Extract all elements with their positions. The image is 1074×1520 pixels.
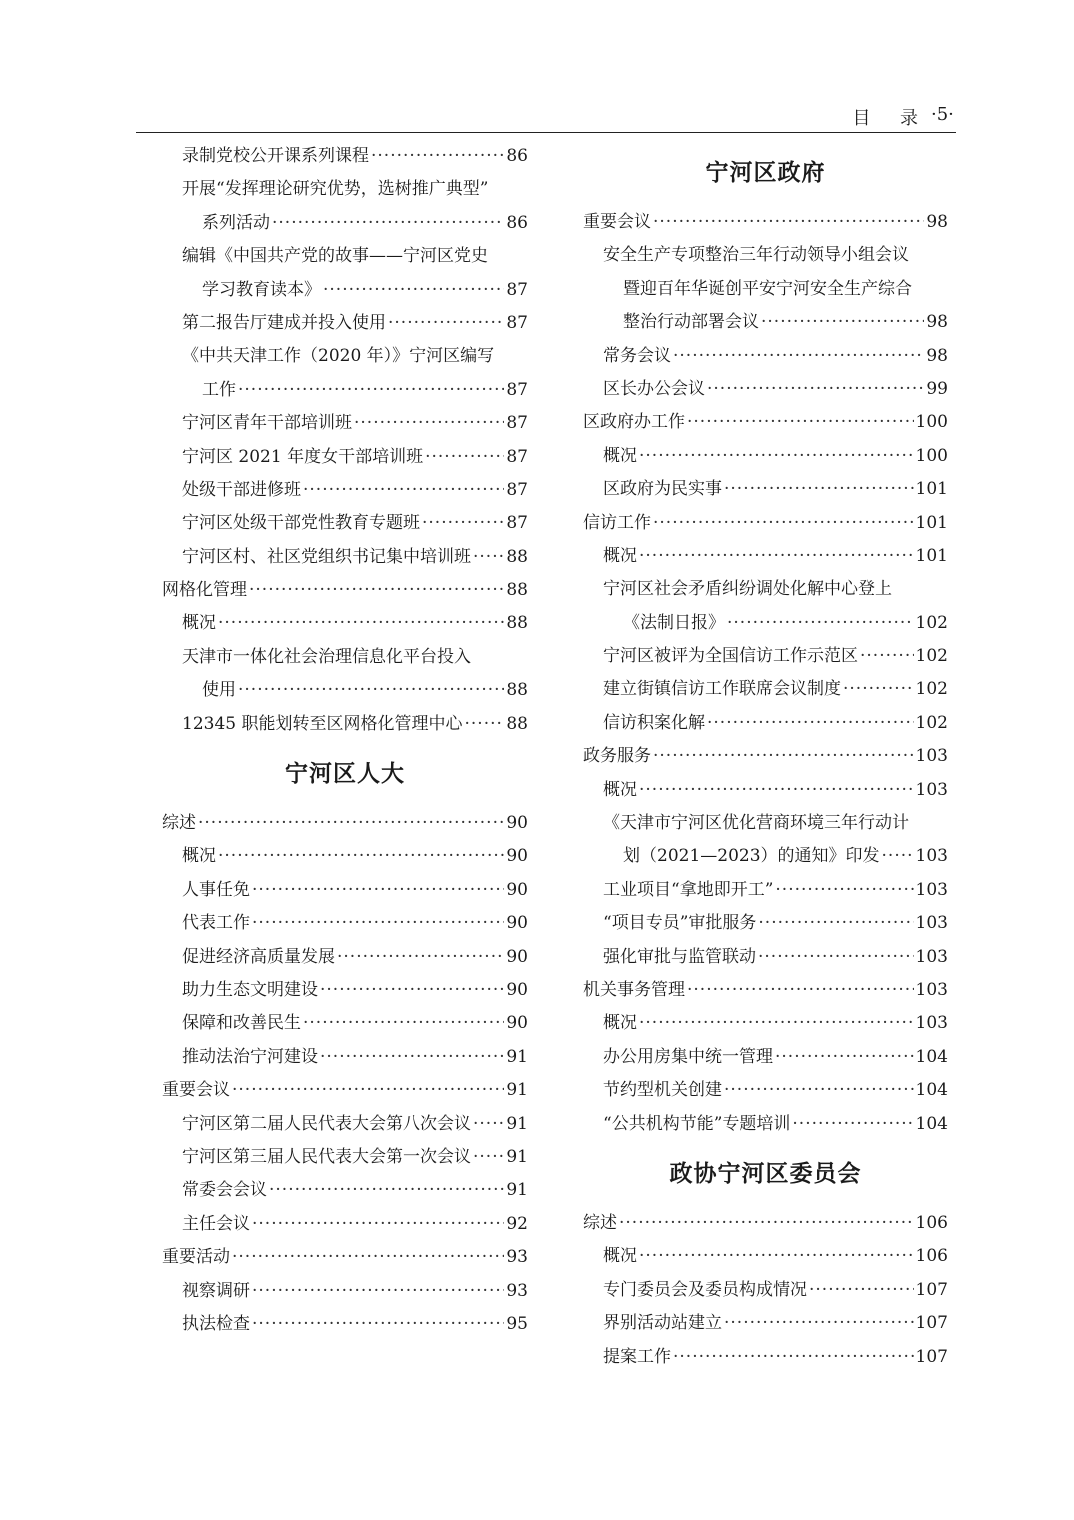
- toc-entry: [162, 1007, 528, 1040]
- toc-entry-continued: [162, 173, 528, 206]
- toc-entry-title: 区政府办工作: [583, 412, 685, 433]
- toc-entry: [583, 1274, 948, 1307]
- section-heading: 宁河区政府: [705, 160, 826, 186]
- toc-entry-title: 概况: [603, 779, 637, 800]
- toc-entry-title: 处级干部进修班: [182, 479, 301, 500]
- dot-leader: [775, 1041, 914, 1074]
- toc-entry-title: 暨迎百年华诞创平安宁河安全生产综合: [623, 278, 912, 299]
- toc-entry-title: 界别活动站建立: [603, 1313, 722, 1334]
- toc-entry-title: “项目专员”审批服务: [603, 913, 757, 934]
- dot-leader: [303, 474, 504, 507]
- dot-leader: [707, 707, 914, 740]
- toc-entry: [162, 1275, 528, 1308]
- toc-entry-title: 综述: [583, 1212, 617, 1233]
- toc-entry-title: 宁河区第二届人民代表大会第八次会议: [182, 1113, 471, 1134]
- dot-leader: [653, 740, 914, 773]
- toc-entry-title: 使用: [202, 680, 236, 701]
- toc-entry: [583, 340, 948, 373]
- dot-leader: [707, 373, 924, 406]
- toc-entry: [583, 1007, 948, 1040]
- toc-entry-title: 强化审批与监管联动: [603, 946, 756, 967]
- toc-entry-page: 103: [915, 946, 948, 967]
- dot-leader: [272, 207, 504, 240]
- toc-entry-title: 政务服务: [583, 746, 651, 767]
- toc-entry: [162, 1241, 528, 1274]
- toc-entry-page: 87: [506, 413, 528, 434]
- toc-entry-title: 编辑《中国共产党的故事——宁河区党史: [182, 246, 488, 267]
- toc-entry: [583, 473, 948, 506]
- dot-leader: [724, 1074, 914, 1107]
- dot-leader: [238, 674, 504, 707]
- toc-entry-title: 宁河区青年干部培训班: [182, 413, 352, 434]
- toc-entry-title: 节约型机关创建: [603, 1080, 722, 1101]
- toc-entry-title: 人事任免: [182, 879, 250, 900]
- toc-entry: [162, 1174, 528, 1207]
- toc-entry-page: 90: [506, 1013, 528, 1034]
- toc-entry-title: 学习教育读本》: [202, 279, 321, 300]
- toc-entry-page: 103: [915, 879, 948, 900]
- toc-entry-page: 103: [915, 746, 948, 767]
- dot-leader: [724, 1307, 914, 1340]
- toc-entry: [583, 206, 948, 239]
- toc-entry-title: 主任会议: [182, 1213, 250, 1234]
- toc-entry: [162, 374, 528, 407]
- toc-entry-page: 102: [915, 679, 948, 700]
- toc-entry: [583, 874, 948, 907]
- page-header: [0, 100, 1074, 130]
- toc-entry-continued: [162, 240, 528, 273]
- toc-entry: [162, 907, 528, 940]
- toc-entry-page: 103: [915, 1013, 948, 1034]
- toc-entry-title: 宁河区被评为全国信访工作示范区: [603, 646, 858, 667]
- toc-entry-page: 103: [915, 979, 948, 1000]
- toc-entry-title: 概况: [182, 846, 216, 867]
- toc-entry: [583, 774, 948, 807]
- toc-column-left: [162, 140, 528, 1341]
- header-title: 目 录: [852, 108, 924, 129]
- dot-leader: [673, 1341, 914, 1374]
- toc-entry-page: 103: [915, 846, 948, 867]
- toc-entry-title: 重要会议: [162, 1080, 230, 1101]
- dot-leader: [724, 473, 914, 506]
- toc-entry-title: 网格化管理: [162, 580, 247, 601]
- toc-entry-page: 99: [926, 378, 948, 399]
- toc-entry-title: 建立街镇信访工作联席会议制度: [603, 679, 841, 700]
- toc-entry: [583, 974, 948, 1007]
- dot-leader: [425, 441, 504, 474]
- dot-leader: [249, 574, 504, 607]
- toc-entry: [583, 1074, 948, 1107]
- toc-entry-title: 《中共天津工作（2020 年）》宁河区编写: [182, 346, 495, 367]
- toc-entry: [162, 941, 528, 974]
- toc-entry-page: 104: [915, 1046, 948, 1067]
- dot-leader: [619, 1207, 914, 1240]
- toc-entry: [162, 307, 528, 340]
- toc-entry-title: 宁河区村、社区党组织书记集中培训班: [182, 546, 471, 567]
- toc-entry-page: 102: [915, 712, 948, 733]
- toc-entry-title: 概况: [603, 1013, 637, 1034]
- toc-entry-page: 86: [506, 212, 528, 233]
- toc-entry-page: 98: [926, 312, 948, 333]
- toc-entry: [162, 1208, 528, 1241]
- dot-leader: [320, 974, 504, 1007]
- dot-leader: [252, 1275, 504, 1308]
- toc-entry-title: 概况: [603, 545, 637, 566]
- dot-leader: [758, 907, 913, 940]
- section-heading: 宁河区人大: [285, 761, 405, 788]
- toc-entry-title: 助力生态文明建设: [182, 979, 318, 1000]
- toc-entry-page: 101: [915, 479, 948, 500]
- toc-entry-page: 88: [506, 680, 528, 701]
- toc-entry-page: 91: [506, 1113, 528, 1134]
- toc-entry-title: 录制党校公开课系列课程: [182, 146, 369, 166]
- toc-entry-page: 87: [506, 279, 528, 300]
- toc-entry-page: 87: [506, 479, 528, 500]
- toc-entry-page: 98: [926, 212, 948, 232]
- dot-leader: [388, 307, 504, 340]
- toc-entry: [583, 907, 948, 940]
- toc-entry-page: 93: [506, 1247, 528, 1268]
- toc-entry-title: 天津市一体化社会治理信息化平台投入: [182, 646, 471, 667]
- toc-entry-page: 88: [506, 613, 528, 634]
- toc-entry: [162, 1041, 528, 1074]
- toc-entry-title: 开展“发挥理论研究优势，选树推广典型”: [182, 179, 489, 200]
- toc-entry-title: 区政府为民实事: [603, 479, 722, 500]
- toc-entry: [162, 840, 528, 873]
- dot-leader: [653, 206, 924, 239]
- dot-leader: [843, 673, 914, 706]
- toc-entry-page: 92: [506, 1213, 528, 1234]
- toc-entry-page: 107: [915, 1346, 948, 1367]
- dot-leader: [653, 507, 914, 540]
- toc-entry-title: 常务会议: [603, 345, 671, 366]
- toc-entry: [162, 1108, 528, 1141]
- dot-leader: [473, 1141, 504, 1174]
- dot-leader: [371, 140, 504, 173]
- toc-entry: [583, 607, 948, 640]
- toc-entry: [162, 1308, 528, 1341]
- toc-entry-continued: [583, 807, 948, 840]
- dot-leader: [639, 1240, 914, 1273]
- dot-leader: [761, 306, 924, 339]
- toc-entry-title: 概况: [603, 445, 637, 466]
- dot-leader: [687, 974, 914, 1007]
- dot-leader: [639, 1007, 914, 1040]
- toc-entry-continued: [583, 239, 948, 272]
- toc-entry-page: 90: [506, 813, 528, 834]
- dot-leader: [198, 807, 504, 840]
- toc-entry-title: 信访积案化解: [603, 712, 705, 733]
- toc-entry: [162, 207, 528, 240]
- toc-entry-page: 87: [506, 312, 528, 333]
- toc-entry-title: 专门委员会及委员构成情况: [603, 1279, 807, 1300]
- dot-leader: [320, 1041, 504, 1074]
- toc-entry: [583, 707, 948, 740]
- toc-entry: [583, 1041, 948, 1074]
- toc-column-right: [583, 140, 948, 1374]
- dot-leader: [639, 774, 914, 807]
- dot-leader: [337, 941, 504, 974]
- toc-entry-title: 概况: [603, 1246, 637, 1267]
- toc-entry-page: 102: [915, 646, 948, 667]
- toc-entry-title: 工作: [202, 379, 236, 400]
- toc-entry-page: 93: [506, 1280, 528, 1301]
- dot-leader: [323, 274, 504, 307]
- dot-leader: [422, 507, 504, 540]
- toc-entry-title: 推动法治宁河建设: [182, 1046, 318, 1067]
- toc-entry-page: 104: [915, 1080, 948, 1101]
- dot-leader: [473, 541, 504, 574]
- toc-entry-page: 98: [926, 345, 948, 366]
- toc-entry-page: 101: [915, 512, 948, 533]
- dot-leader: [639, 440, 914, 473]
- toc-entry-title: 系列活动: [202, 212, 270, 233]
- toc-entry-page: 100: [915, 445, 948, 466]
- toc-entry-page: 90: [506, 879, 528, 900]
- dot-leader: [252, 874, 504, 907]
- toc-entry-title: 区长办公会议: [603, 378, 705, 399]
- toc-entry: [583, 1341, 948, 1374]
- toc-entry: [162, 1074, 528, 1107]
- dot-leader: [860, 640, 914, 673]
- dot-leader: [218, 607, 504, 640]
- toc-entry: [583, 540, 948, 573]
- toc-entry-page: 91: [506, 1146, 528, 1167]
- section-heading: 政协宁河区委员会: [669, 1160, 862, 1187]
- toc-entry-title: 划（2021—2023）的通知》印发: [623, 846, 880, 867]
- toc-entry-page: 91: [506, 1180, 528, 1201]
- dot-leader: [218, 840, 504, 873]
- toc-entry-title: 代表工作: [182, 913, 250, 934]
- toc-entry: [162, 407, 528, 440]
- toc-entry-page: 91: [506, 1046, 528, 1067]
- toc-entry-page: 106: [915, 1246, 948, 1267]
- toc-entry-title: 促进经济高质量发展: [182, 946, 335, 967]
- toc-entry-continued: [583, 573, 948, 606]
- toc-entry-title: 重要会议: [583, 212, 651, 232]
- toc-entry: [583, 740, 948, 773]
- toc-entry: [162, 541, 528, 574]
- toc-entry-title: 宁河区社会矛盾纠纷调处化解中心登上: [603, 579, 892, 600]
- toc-entry: [583, 306, 948, 339]
- dot-leader: [232, 1241, 504, 1274]
- toc-entry: [162, 474, 528, 507]
- dot-leader: [639, 540, 914, 573]
- dot-leader: [232, 1074, 504, 1107]
- toc-entry-title: 《天津市宁河区优化营商环境三年行动计: [603, 813, 909, 834]
- toc-entry: [583, 640, 948, 673]
- toc-entry-title: 宁河区 2021 年度女干部培训班: [182, 446, 424, 467]
- header-rule: [136, 132, 956, 133]
- dot-leader: [354, 407, 504, 440]
- toc-entry-page: 90: [506, 979, 528, 1000]
- dot-leader: [882, 840, 914, 873]
- toc-entry-title: 提案工作: [603, 1346, 671, 1367]
- toc-entry-title: “公共机构节能”专题培训: [603, 1113, 791, 1134]
- toc-entry: [583, 406, 948, 439]
- toc-entry-title: 宁河区第三届人民代表大会第一次会议: [182, 1146, 471, 1167]
- toc-entry-title: 概况: [182, 613, 216, 634]
- dot-leader: [238, 374, 504, 407]
- toc-entry: [162, 807, 528, 840]
- dot-leader: [775, 874, 913, 907]
- toc-entry-page: 104: [915, 1113, 948, 1134]
- dot-leader: [252, 1308, 504, 1341]
- toc-entry-title: 《法制日报》: [623, 612, 725, 633]
- toc-entry: [162, 1141, 528, 1174]
- dot-leader: [252, 907, 504, 940]
- toc-entry: [583, 440, 948, 473]
- toc-entry: [162, 574, 528, 607]
- toc-entry-page: 90: [506, 846, 528, 867]
- dot-leader: [269, 1174, 504, 1207]
- toc-entry: [583, 1240, 948, 1273]
- toc-entry-title: 重要活动: [162, 1247, 230, 1268]
- dot-leader: [673, 340, 924, 373]
- toc-entry: [162, 274, 528, 307]
- toc-entry-title: 保障和改善民生: [182, 1013, 301, 1034]
- toc-entry-title: 执法检查: [182, 1313, 250, 1334]
- toc-entry-title: 视察调研: [182, 1280, 250, 1301]
- header-page-number: ·5·: [931, 104, 954, 125]
- toc-entry-title: 12345 职能划转至区网格化管理中心: [182, 713, 463, 734]
- toc-entry-continued: [162, 340, 528, 373]
- toc-entry-page: 107: [915, 1313, 948, 1334]
- toc-entry-title: 常委会会议: [182, 1180, 267, 1201]
- toc-entry-page: 88: [506, 580, 528, 601]
- toc-entry-title: 办公用房集中统一管理: [603, 1046, 773, 1067]
- toc-entry: [162, 974, 528, 1007]
- toc-entry-page: 91: [506, 1080, 528, 1101]
- toc-entry-page: 102: [915, 612, 948, 633]
- toc-entry: [583, 507, 948, 540]
- toc-entry-title: 机关事务管理: [583, 979, 685, 1000]
- toc-entry-page: 88: [506, 546, 528, 567]
- toc-entry: [583, 840, 948, 873]
- toc-entry: [162, 507, 528, 540]
- toc-entry: [162, 708, 528, 741]
- toc-entry-page: 103: [915, 779, 948, 800]
- toc-entry-continued: [162, 641, 528, 674]
- toc-entry-title: 第二报告厅建成并投入使用: [182, 312, 386, 333]
- toc-entry-page: 88: [506, 713, 528, 734]
- toc-entry-page: 87: [506, 446, 528, 467]
- dot-leader: [687, 406, 914, 439]
- toc-entry-page: 100: [915, 412, 948, 433]
- toc-entry-page: 95: [506, 1313, 528, 1334]
- toc-entry-page: 90: [506, 946, 528, 967]
- toc-entry: [583, 673, 948, 706]
- toc-entry-page: 101: [915, 545, 948, 566]
- toc-entry: [583, 1307, 948, 1340]
- dot-leader: [303, 1007, 504, 1040]
- toc-entry: [583, 1207, 948, 1240]
- dot-leader: [252, 1208, 504, 1241]
- toc-entry: [583, 941, 948, 974]
- toc-entry-title: 工业项目“拿地即开工”: [603, 879, 774, 900]
- toc-entry-page: 86: [506, 146, 528, 166]
- dot-leader: [473, 1108, 504, 1141]
- toc-entry: [583, 373, 948, 406]
- toc-entry: [162, 441, 528, 474]
- dot-leader: [758, 941, 914, 974]
- toc-entry-title: 综述: [162, 813, 196, 834]
- dot-leader: [464, 708, 504, 741]
- toc-entry: [162, 874, 528, 907]
- toc-entry: [162, 674, 528, 707]
- dot-leader: [792, 1108, 913, 1141]
- toc-entry-page: 107: [915, 1279, 948, 1300]
- toc-entry-page: 103: [915, 913, 948, 934]
- toc-entry-title: 宁河区处级干部党性教育专题班: [182, 513, 420, 534]
- toc-entry-title: 安全生产专项整治三年行动领导小组会议: [603, 245, 909, 266]
- toc-entry: [583, 1108, 948, 1141]
- dot-leader: [809, 1274, 914, 1307]
- toc-entry: [162, 607, 528, 640]
- toc-entry-title: 整治行动部署会议: [623, 312, 759, 333]
- toc-entry-page: 87: [506, 513, 528, 534]
- dot-leader: [727, 607, 914, 640]
- toc-entry-page: 90: [506, 913, 528, 934]
- toc-entry: [162, 140, 528, 173]
- toc-entry-page: 106: [915, 1212, 948, 1233]
- toc-entry-page: 87: [506, 379, 528, 400]
- toc-entry-title: 信访工作: [583, 512, 651, 533]
- toc-entry-continued: [583, 273, 948, 306]
